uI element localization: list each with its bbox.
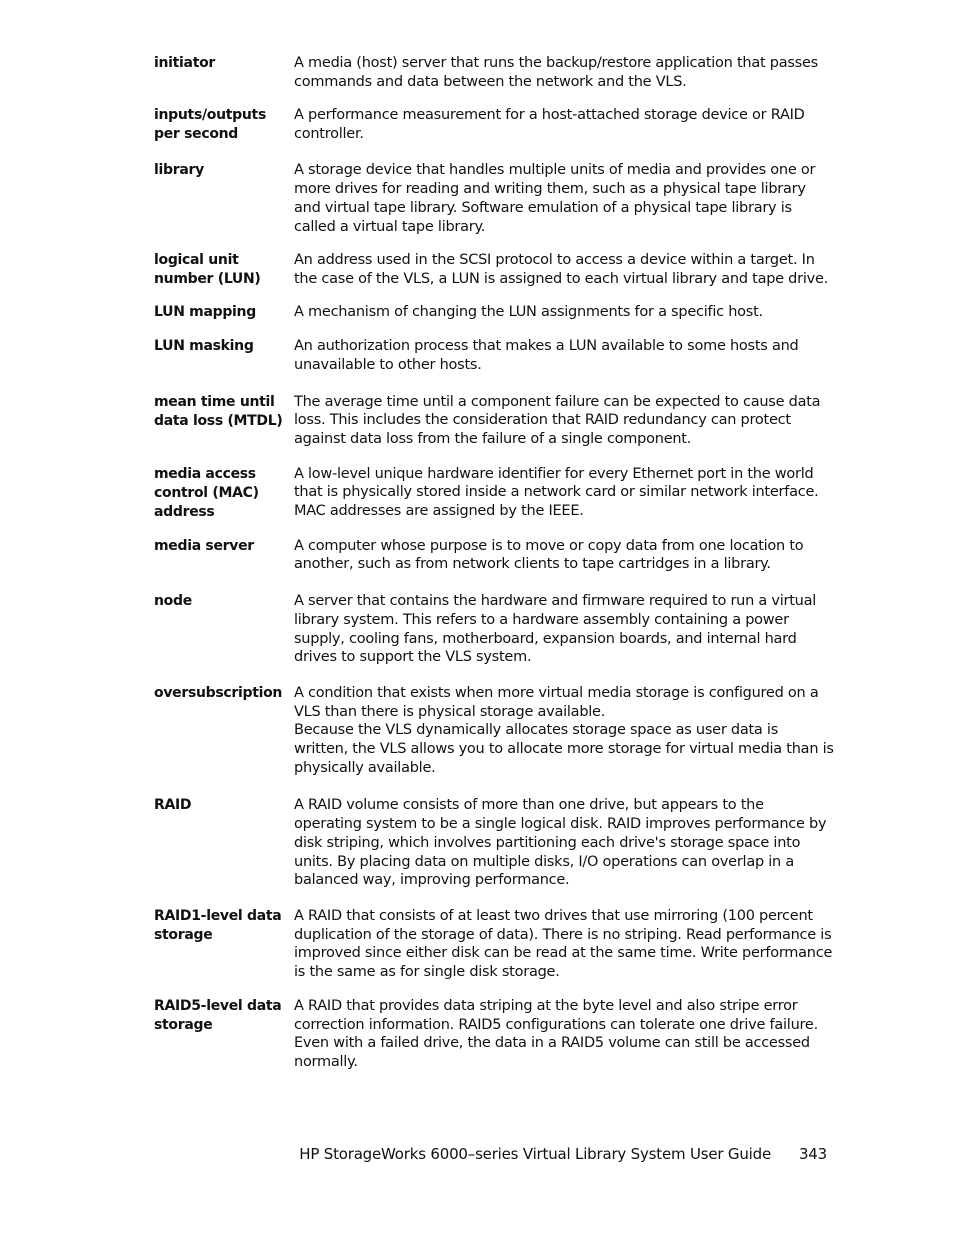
glossary-entry-raid5 [154, 997, 834, 1072]
glossary-term: RAID5-level data storage [154, 997, 282, 1033]
glossary-term: mean time until data loss (MTDL) [154, 393, 283, 429]
glossary-term: LUN masking [154, 338, 254, 355]
definition-paragraph: A server that contains the hardware and firmware required to run a virtual library system. This refers to a hardware assembly containing a power supply, cooling fans, motherboard, expansion boards, and internal hard drives to support the VLS system. [294, 593, 816, 666]
glossary-entry-library [154, 161, 834, 236]
glossary-term: inputs/outputs per second [154, 107, 266, 143]
definition-paragraph: A media (host) server that runs the backup/restore application that passes commands and data between the network and the VLS. [294, 55, 818, 90]
glossary-term: RAID1-level data storage [154, 907, 282, 943]
glossary-definition [294, 161, 834, 236]
page-number: 343 [798, 1145, 827, 1163]
glossary-term: node [154, 593, 192, 610]
glossary-definition [294, 465, 834, 521]
glossary-definition [294, 997, 834, 1072]
glossary-entry-lun [154, 251, 834, 289]
glossary-definition [294, 907, 834, 982]
definition-paragraph: A RAID that provides data striping at the byte level and also stripe error correction information. RAID5 configurations can tolerate one drive failure. Even with a failed drive, the data in a RAID5 volume can still be accessed normally. [294, 997, 818, 1070]
glossary-definition [294, 592, 834, 667]
page-footer [299, 1144, 827, 1164]
glossary-entry-inputs-outputs-per-second [154, 106, 834, 144]
definition-paragraph: The average time until a component failure can be expected to cause data loss. This includes the consideration that RAID redundancy can protect against data loss from the failure of a single component. [294, 393, 821, 448]
glossary-entry-initiator [154, 54, 834, 91]
glossary-term: LUN mapping [154, 304, 256, 321]
glossary-definition [294, 796, 834, 890]
definition-paragraph: A performance measurement for a host-attached storage device or RAID controller. [294, 107, 805, 143]
glossary-definition [294, 393, 834, 449]
glossary-entry-lun-mapping [154, 303, 834, 322]
glossary-entry-raid [154, 796, 834, 890]
glossary-term: logical unit number (LUN) [154, 252, 261, 288]
glossary-term: media access control (MAC) address [154, 465, 259, 520]
definition-paragraph: A RAID that consists of at least two drives that use mirroring (100 percent duplication of the storage of data). There is no striping. Read performance is improved since either disk can be read at the same time. Write performance is the same as for single disk storage. [294, 907, 833, 981]
definition-paragraph: A condition that exists when more virtual media storage is configured on a VLS than there is physical storage available. [294, 684, 819, 720]
glossary-definition [294, 303, 834, 322]
glossary-entry-oversubscription [154, 684, 834, 778]
definition-paragraph: Because the VLS dynamically allocates storage space as user data is written, the VLS allows you to allocate more storage for virtual media than is physically available. [294, 722, 834, 776]
glossary [154, 54, 834, 1072]
glossary-entry-lun-masking [154, 337, 834, 374]
definition-paragraph: A mechanism of changing the LUN assignments for a specific host. [294, 304, 763, 321]
glossary-term: oversubscription [154, 684, 283, 701]
glossary-entry-node [154, 592, 834, 667]
glossary-term: initiator [154, 55, 216, 71]
glossary-term: media server [154, 537, 254, 554]
footer-title: HP StorageWorks 6000–series Virtual Library System User Guide [299, 1145, 771, 1163]
definition-paragraph: An address used in the SCSI protocol to access a device within a target. In the case of the VLS, a LUN is assigned to each virtual library and tape drive. [294, 252, 828, 287]
definition-paragraph: A storage device that handles multiple units of media and provides one or more drives for reading and writing them, such as a physical tape library and virtual tape library. Software emulation of a physical tape library is called a virtual tape library. [294, 162, 816, 235]
glossary-entry-media-server [154, 537, 834, 574]
glossary-term: library [154, 162, 204, 179]
definition-paragraph: A RAID volume consists of more than one drive, but appears to the operating system to be a single logical disk. RAID improves performance by disk striping, which involves partitioning each drive's storage space into units. By placing data on multiple disks, I/O operations can overlap in a balanced way, improving performance. [294, 797, 827, 889]
glossary-definition [294, 251, 834, 288]
glossary-definition [294, 684, 834, 778]
glossary-entry-mac-address [154, 465, 834, 522]
glossary-definition [294, 106, 834, 143]
glossary-definition [294, 337, 834, 374]
glossary-definition [294, 537, 834, 574]
definition-paragraph: An authorization process that makes a LUN available to some hosts and unavailable to other hosts. [294, 338, 799, 373]
glossary-entry-mtdl [154, 393, 834, 449]
glossary-entry-raid1 [154, 907, 834, 982]
glossary-term: RAID [154, 797, 192, 814]
definition-paragraph: A low-level unique hardware identifier for every Ethernet port in the world that is physically stored inside a network card or similar network interface. MAC addresses are assigned by the IEEE. [294, 465, 819, 520]
glossary-definition [294, 54, 834, 91]
definition-paragraph: A computer whose purpose is to move or copy data from one location to another, such as from network clients to tape cartridges in a library. [294, 537, 804, 573]
